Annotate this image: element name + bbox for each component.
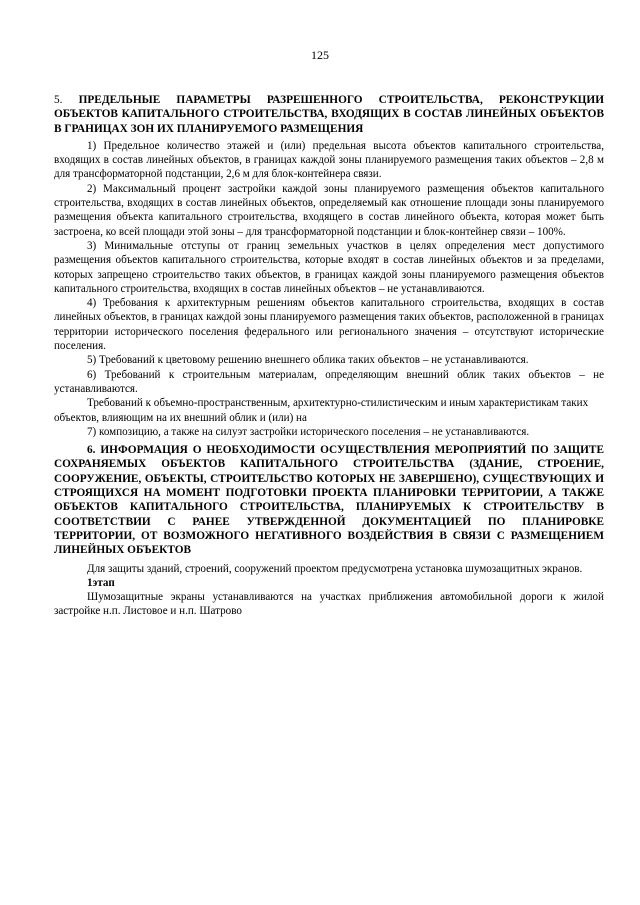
section-5-paragraph-2: 2) Максимальный процент застройки каждой зоны планируемого размещения объектов капитального строительства, входящих в состав линейных объектов, определяемый как отношение площади зоны планируемого размещения объекта капитального строительства, входящего в состав линейного объекта, которая может быть застроена, ко всей площади этой зоны – для трансформаторной подстанции и блок-контейнер связи – 100%.	[54, 182, 604, 238]
section-5-paragraph-6: 6) Требований к строительным материалам, определяющим внешний облик таких объектов – не устанавливаются.	[54, 368, 604, 395]
section-5-paragraph-5: 5) Требований к цветовому решению внешнего облика таких объектов – не устанавливаются.	[87, 354, 529, 367]
document-body	[54, 93, 604, 619]
section-5-title: ПРЕДЕЛЬНЫЕ ПАРАМЕТРЫ РАЗРЕШЕННОГО СТРОИТЕЛЬСТВА, РЕКОНСТРУКЦИИ ОБЪЕКТОВ КАПИТАЛЬНОГО СТРОИТЕЛЬСТВА, ВХОДЯЩИХ В СОСТАВ ЛИНЕЙНЫХ ОБЪЕКТОВ В ГРАНИЦАХ ЗОН ИХ ПЛАНИРУЕМОГО РАЗМЕЩЕНИЯ	[54, 94, 604, 135]
section-5-heading	[54, 93, 604, 136]
section-5-paragraph-7: 7) композицию, а также на силуэт застройки исторического поселения – не устанавливаются.	[87, 425, 530, 438]
section-5-number: 5.	[54, 94, 63, 106]
section-5-paragraph-1: 1) Предельное количество этажей и (или) предельная высота объектов капитального строительства, входящих в состав линейных объектов, в границах каждой зоны планируемого размещения таких объектов – 2,8 м для трансформаторной подстанции, 2,6 м для блок-контейнера связи.	[54, 139, 604, 181]
section-5-extra-text: Требований к объемно-пространственным, архитектурно-стилистическим и иным характеристикам таких объектов, влияющим на их внешний облик и (или) на	[54, 397, 589, 424]
section-5-paragraph-4: 4) Требования к архитектурным решениям объектов капитального строительства, входящих в состав линейных объектов, в границах каждой зоны планируемого размещения таких объектов, расположенной в границах территории исторического поселения федерального или регионального значения – отсутствуют исторические поселения.	[54, 297, 604, 353]
stage-text: Шумозащитные экраны устанавливаются на участках приближения автомобильной дороги к жилой застройке н.п. Листовое и н.п. Шатрово	[54, 591, 604, 618]
section-5-paragraph-3: 3) Минимальные отступы от границ земельных участков в целях определения мест допустимого размещения объектов капитального строительства, которые входят в состав линейных объектов и за пределами, которых запрещено строительство таких объектов, в границах каждой зоны планируемого размещения объектов капитального строительства, входящих в состав линейных объектов – не устанавливаются.	[54, 239, 604, 295]
section-6-heading: 6. ИНФОРМАЦИЯ О НЕОБХОДИМОСТИ ОСУЩЕСТВЛЕНИЯ МЕРОПРИЯТИЙ ПО ЗАЩИТЕ СОХРАНЯЕМЫХ ОБЪЕКТОВ КАПИТАЛЬНОГО СТРОИТЕЛЬСТВА (ЗДАНИЕ, СТРОЕНИЕ, СООРУЖЕНИЕ, ОБЪЕКТЫ, СТРОИТЕЛЬСТВО КОТОРЫХ НЕ ЗАВЕРШЕНО), СУЩЕСТВУЮЩИХ И СТРОЯЩИХСЯ НА МОМЕНТ ПОДГОТОВКИ ПРОЕКТА ПЛАНИРОВКИ ТЕРРИТОРИИ, А ТАКЖЕ ОБЪЕКТОВ КАПИТАЛЬНОГО СТРОИТЕЛЬСТВА, ПЛАНИРУЕМЫХ К СТРОИТЕЛЬСТВУ В СООТВЕТСТВИИ С РАНЕЕ УТВЕРЖДЕННОЙ ДОКУМЕНТАЦИЕЙ ПО ПЛАНИРОВКЕ ТЕРРИТОРИИ, ОТ ВОЗМОЖНОГО НЕГАТИВНОГО ВОЗДЕЙСТВИЯ В СВЯЗИ С РАЗМЕЩЕНИЕМ ЛИНЕЙНЫХ ОБЪЕКТОВ	[54, 444, 604, 557]
section-6-intro: Для защиты зданий, строений, сооружений проектом предусмотрена установка шумозащитных экранов.	[87, 562, 583, 575]
page-number: 125	[311, 48, 329, 62]
stage-label: 1этап	[87, 576, 115, 589]
